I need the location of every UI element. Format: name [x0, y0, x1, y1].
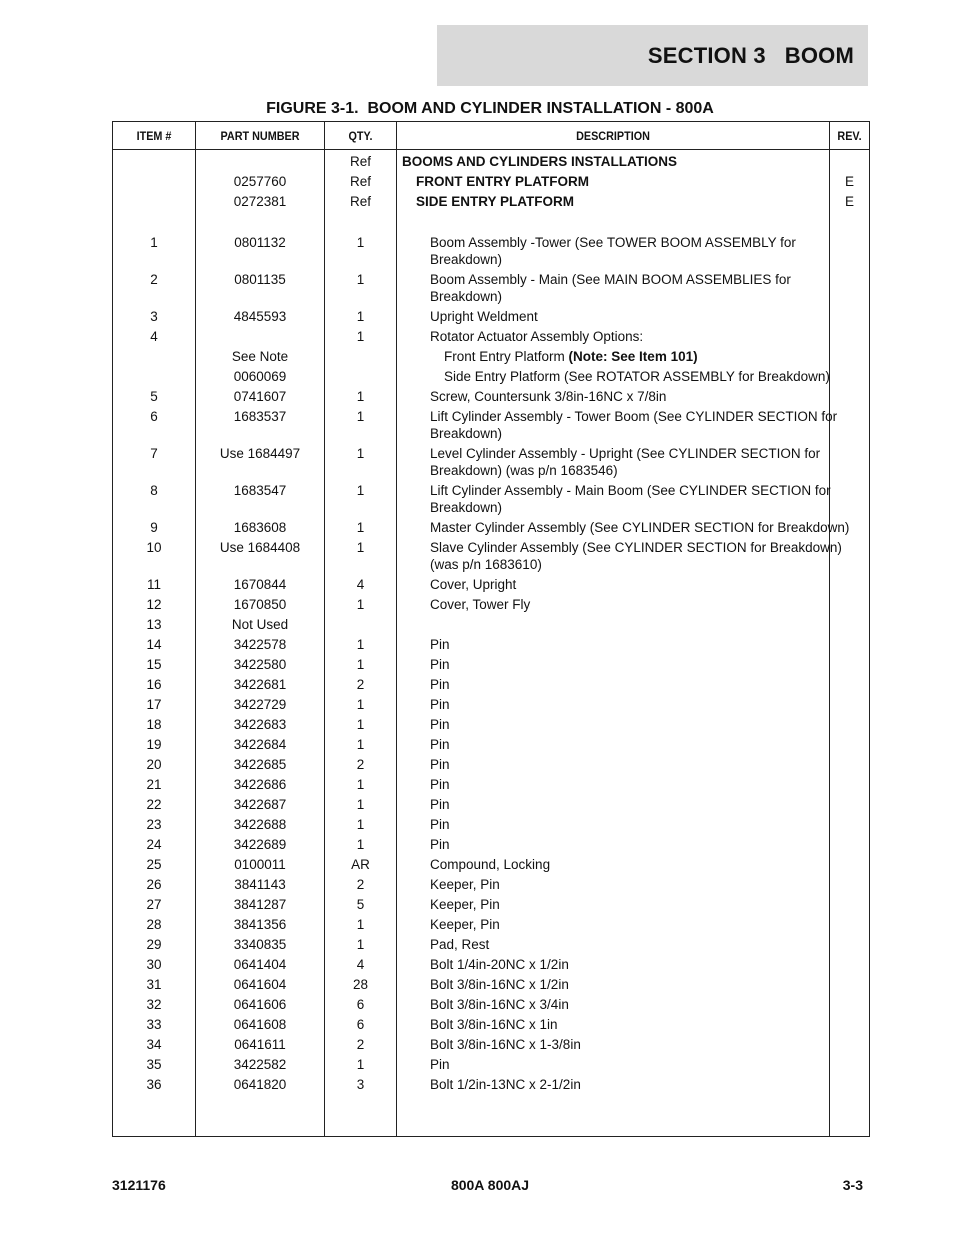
description-text: Bolt 1/2in-13NC x 2-1/2in	[430, 1077, 581, 1092]
cell-part-number: 3841143	[234, 877, 286, 892]
cell-description	[402, 1016, 855, 1033]
table-row	[113, 693, 869, 713]
table-row	[113, 593, 869, 613]
table-row	[113, 853, 869, 873]
description-text: Pad, Rest	[430, 937, 490, 952]
cell-item: 15	[146, 657, 162, 672]
table-body	[113, 150, 869, 1093]
description-text: BOOMS AND CYLINDERS INSTALLATIONS	[402, 154, 677, 169]
cell-part-number: 0272381	[233, 194, 287, 209]
cell-description	[402, 996, 855, 1013]
cell-qty: 4	[356, 577, 365, 592]
table-row	[113, 385, 869, 405]
figure-title: FIGURE 3-1. BOOM AND CYLINDER INSTALLATION - 800A	[266, 100, 714, 117]
table-row	[113, 170, 869, 190]
description-text: Bolt 3/8in-16NC x 1in	[430, 1017, 558, 1032]
cell-item: 24	[146, 837, 162, 852]
cell-description	[402, 576, 855, 593]
cell-qty: 1	[356, 446, 365, 461]
cell-description	[402, 153, 827, 170]
description-text: Pin	[430, 837, 450, 852]
cell-qty: 1	[356, 937, 365, 952]
cell-description	[402, 876, 855, 893]
cell-description	[402, 368, 869, 385]
cell-description	[402, 816, 855, 833]
cell-description	[402, 636, 855, 653]
cell-qty: 1	[356, 329, 365, 344]
cell-part-number: 0100011	[234, 857, 286, 872]
description-text: Keeper, Pin	[430, 877, 500, 892]
description-text: Bolt 3/8in-16NC x 1-3/8in	[430, 1037, 581, 1052]
cell-qty: Ref	[349, 194, 371, 209]
cell-item: 32	[146, 997, 162, 1012]
header-description: DESCRIPTION	[576, 128, 650, 143]
cell-qty: 1	[356, 837, 365, 852]
table-row	[113, 231, 869, 268]
description-text: Keeper, Pin	[430, 917, 500, 932]
cell-qty: 1	[356, 777, 365, 792]
cell-qty: Ref	[349, 154, 371, 169]
cell-qty: 1	[356, 409, 365, 424]
cell-description	[402, 976, 855, 993]
cell-description	[402, 736, 855, 753]
cell-description	[402, 716, 855, 733]
cell-qty: 1	[356, 717, 365, 732]
cell-part-number: 3422681	[233, 677, 287, 692]
table-row	[113, 150, 869, 170]
table-row	[113, 633, 869, 653]
cell-qty: 1	[356, 520, 365, 535]
description-text: Slave Cylinder Assembly (See CYLINDER SECTION for Breakdown) (was p/n 1683610)	[430, 540, 842, 572]
description-text: Rotator Actuator Assembly Options:	[430, 329, 644, 344]
description-text: FRONT ENTRY PLATFORM	[416, 174, 589, 189]
cell-item: 36	[146, 1077, 162, 1092]
cell-qty: 1	[356, 389, 365, 404]
cell-qty: 2	[356, 757, 365, 772]
header-item: ITEM #	[136, 128, 172, 143]
cell-part-number: 3422688	[233, 817, 287, 832]
cell-qty: 1	[356, 235, 365, 250]
cell-description	[402, 896, 855, 913]
cell-item: 29	[146, 937, 162, 952]
cell-part-number: 0641820	[233, 1077, 287, 1092]
cell-description	[402, 193, 841, 210]
section-title: SECTION 3 BOOM	[647, 42, 854, 68]
description-text: Screw, Countersunk 3/8in-16NC x 7/8in	[430, 389, 667, 404]
cell-description	[402, 616, 855, 633]
cell-part-number: 3422580	[233, 657, 287, 672]
cell-item: 27	[146, 897, 162, 912]
description-note: (Note: See Item 101)	[568, 349, 698, 364]
cell-part-number: Use 1684408	[219, 540, 301, 555]
cell-description	[402, 173, 841, 190]
cell-part-number: 3422683	[233, 717, 287, 732]
cell-item: 13	[146, 617, 162, 632]
cell-qty: AR	[351, 857, 370, 872]
table-row	[113, 893, 869, 913]
cell-description	[402, 348, 869, 365]
cell-description	[402, 1076, 855, 1093]
cell-part-number: 3422578	[233, 637, 287, 652]
description-text: Bolt 1/4in-20NC x 1/2in	[430, 957, 569, 972]
cell-qty: 1	[356, 737, 365, 752]
cell-qty: 6	[356, 997, 365, 1012]
cell-qty: 1	[356, 540, 365, 555]
cell-item: 26	[146, 877, 162, 892]
parts-table	[112, 121, 870, 1137]
footer-model: 800A 800AJ	[450, 1177, 530, 1193]
cell-part-number: 3422686	[233, 777, 287, 792]
table-row	[113, 442, 869, 479]
description-text: Boom Assembly -Tower (See TOWER BOOM ASSEMBLY for Breakdown)	[430, 235, 796, 267]
description-text: Boom Assembly - Main (See MAIN BOOM ASSEMBLIES for Breakdown)	[430, 272, 791, 304]
table-row	[113, 536, 869, 573]
description-text: Front Entry Platform	[444, 349, 569, 364]
table-row	[113, 753, 869, 773]
description-text: Pin	[430, 797, 450, 812]
cell-part-number: 0257760	[233, 174, 287, 189]
cell-rev: E	[844, 174, 854, 189]
table-row	[113, 673, 869, 693]
header-part-number: PART NUMBER	[220, 128, 300, 143]
cell-description	[402, 796, 855, 813]
table-row	[113, 913, 869, 933]
cell-qty: 1	[356, 309, 365, 324]
cell-item: 22	[146, 797, 162, 812]
footer-page-number: 3-3	[842, 1177, 863, 1193]
cell-qty: 1	[356, 797, 365, 812]
cell-qty: 1	[356, 483, 365, 498]
cell-item: 6	[150, 409, 158, 424]
cell-part-number: 1683547	[233, 483, 287, 498]
cell-description	[402, 539, 855, 573]
description-text: Cover, Tower Fly	[430, 597, 531, 612]
table-row	[113, 1073, 869, 1093]
cell-description	[402, 328, 855, 345]
cell-description	[402, 836, 855, 853]
description-text: Side Entry Platform (See ROTATOR ASSEMBLY for Breakdown)	[444, 369, 830, 384]
section-header	[437, 25, 868, 86]
description-text: Pin	[430, 637, 450, 652]
description-text: Pin	[430, 817, 450, 832]
cell-part-number: 0641611	[234, 1037, 286, 1052]
cell-part-number: 0641608	[233, 1017, 287, 1032]
cell-item: 9	[150, 520, 158, 535]
cell-item: 25	[146, 857, 162, 872]
description-text: Pin	[430, 677, 450, 692]
table-row	[113, 345, 869, 365]
cell-qty: 1	[356, 697, 365, 712]
cell-qty: 1	[356, 917, 365, 932]
cell-part-number: 3422689	[233, 837, 287, 852]
cell-item: 4	[150, 329, 158, 344]
table-row	[113, 325, 869, 345]
table-row	[113, 365, 869, 385]
cell-qty: Ref	[349, 174, 371, 189]
description-text: Compound, Locking	[430, 857, 551, 872]
cell-description	[402, 776, 855, 793]
table-row	[113, 516, 869, 536]
cell-item: 10	[146, 540, 162, 555]
table-row	[113, 733, 869, 753]
cell-part-number: 3422687	[233, 797, 287, 812]
cell-part-number: 1670844	[233, 577, 287, 592]
cell-qty: 1	[356, 637, 365, 652]
table-row	[113, 813, 869, 833]
description-text: Lift Cylinder Assembly - Tower Boom (See CYLINDER SECTION for Breakdown)	[430, 409, 838, 441]
cell-description	[402, 519, 855, 536]
cell-qty: 2	[356, 877, 365, 892]
cell-qty: 6	[356, 1017, 365, 1032]
cell-qty: 2	[356, 1037, 365, 1052]
cell-qty: 1	[356, 597, 365, 612]
cell-part-number: 3422685	[233, 757, 287, 772]
cell-item: 34	[146, 1037, 162, 1052]
description-text: Lift Cylinder Assembly - Main Boom (See CYLINDER SECTION for Breakdown)	[430, 483, 831, 515]
cell-description	[402, 408, 855, 442]
cell-item: 21	[146, 777, 162, 792]
cell-part-number: 4845593	[233, 309, 287, 324]
cell-part-number: 0641606	[233, 997, 287, 1012]
table-row	[113, 479, 869, 516]
table-row	[113, 713, 869, 733]
cell-item: 3	[150, 309, 158, 324]
cell-qty: 4	[356, 957, 365, 972]
table-row	[113, 268, 869, 305]
cell-description	[402, 936, 855, 953]
cell-description	[402, 308, 855, 325]
cell-qty: 1	[356, 657, 365, 672]
cell-item: 20	[146, 757, 162, 772]
description-text: Master Cylinder Assembly (See CYLINDER SECTION for Breakdown)	[430, 520, 850, 535]
table-row	[113, 993, 869, 1013]
description-text: Upright Weldment	[430, 309, 538, 324]
table-row	[113, 973, 869, 993]
cell-rev: E	[844, 194, 854, 209]
cell-item: 12	[146, 597, 162, 612]
cell-part-number: 1670850	[233, 597, 287, 612]
cell-item: 5	[150, 389, 158, 404]
cell-item: 28	[146, 917, 162, 932]
table-row	[113, 773, 869, 793]
table-row	[113, 573, 869, 593]
description-text: Cover, Upright	[430, 577, 517, 592]
description-text: Pin	[430, 697, 450, 712]
description-text: SIDE ENTRY PLATFORM	[416, 194, 575, 209]
cell-description	[402, 916, 855, 933]
cell-description	[402, 596, 855, 613]
table-row	[113, 613, 869, 633]
cell-part-number: 0060069	[233, 369, 287, 384]
cell-qty: 1	[356, 1057, 365, 1072]
cell-description	[402, 482, 855, 516]
description-text: Pin	[430, 717, 450, 732]
cell-item: 31	[146, 977, 162, 992]
table-row	[113, 1013, 869, 1033]
table-row	[113, 1033, 869, 1053]
cell-description	[402, 656, 855, 673]
cell-part-number: 3422684	[233, 737, 287, 752]
cell-description	[402, 388, 855, 405]
cell-qty: 2	[356, 677, 365, 692]
table-row	[113, 405, 869, 442]
cell-item: 33	[146, 1017, 162, 1032]
description-text: Pin	[430, 1057, 450, 1072]
cell-description	[402, 856, 855, 873]
cell-item: 17	[146, 697, 162, 712]
cell-part-number: 1683608	[233, 520, 287, 535]
cell-part-number: 0641604	[233, 977, 287, 992]
table-row	[113, 793, 869, 813]
cell-qty: 28	[352, 977, 369, 992]
cell-description	[402, 1036, 855, 1053]
cell-part-number: 3841356	[233, 917, 287, 932]
cell-item: 14	[146, 637, 162, 652]
description-text: Level Cylinder Assembly - Upright (See CYLINDER SECTION for Breakdown) (was p/n 1683546)	[430, 446, 821, 478]
cell-item: 19	[146, 737, 162, 752]
cell-description	[402, 756, 855, 773]
table-row	[113, 653, 869, 673]
cell-item: 30	[146, 957, 162, 972]
cell-item: 1	[150, 235, 158, 250]
cell-qty: 1	[356, 272, 365, 287]
table-row	[113, 933, 869, 953]
cell-part-number: See Note	[231, 349, 289, 364]
cell-description	[402, 445, 855, 479]
cell-description	[402, 676, 855, 693]
cell-description	[402, 234, 855, 268]
cell-description	[402, 271, 855, 305]
cell-description	[402, 956, 855, 973]
description-text: Keeper, Pin	[430, 897, 500, 912]
header-qty: QTY.	[348, 128, 373, 143]
cell-description	[402, 1056, 855, 1073]
table-row	[113, 305, 869, 325]
header-rev: REV.	[837, 128, 862, 143]
cell-part-number: 1683537	[233, 409, 287, 424]
description-text: Pin	[430, 757, 450, 772]
cell-item: 7	[150, 446, 158, 461]
cell-item: 18	[146, 717, 162, 732]
cell-part-number: Use 1684497	[219, 446, 301, 461]
cell-qty: 3	[356, 1077, 365, 1092]
table-row	[113, 873, 869, 893]
cell-part-number: 0641404	[233, 957, 287, 972]
cell-part-number: Not Used	[231, 617, 289, 632]
cell-part-number: 3841287	[233, 897, 287, 912]
description-text: Pin	[430, 737, 450, 752]
cell-item: 35	[146, 1057, 162, 1072]
cell-part-number: 3340835	[233, 937, 287, 952]
cell-part-number: 0741607	[233, 389, 287, 404]
table-row	[113, 1053, 869, 1073]
table-spacer-row	[113, 210, 869, 231]
cell-item: 8	[150, 483, 158, 498]
cell-part-number: 3422729	[233, 697, 287, 712]
table-row	[113, 833, 869, 853]
cell-part-number: 0801135	[234, 272, 286, 287]
table-row	[113, 190, 869, 210]
cell-qty: 5	[356, 897, 365, 912]
description-text: Pin	[430, 657, 450, 672]
description-text: Bolt 3/8in-16NC x 1/2in	[430, 977, 569, 992]
cell-part-number: 3422582	[233, 1057, 287, 1072]
cell-qty: 1	[356, 817, 365, 832]
cell-item: 23	[146, 817, 162, 832]
footer-doc-number: 3121176	[112, 1177, 166, 1193]
description-text: Bolt 3/8in-16NC x 3/4in	[430, 997, 569, 1012]
table-row	[113, 953, 869, 973]
cell-item: 11	[146, 577, 161, 592]
cell-item: 2	[150, 272, 158, 287]
description-text: Pin	[430, 777, 450, 792]
cell-item: 16	[146, 677, 162, 692]
cell-part-number: 0801132	[234, 235, 286, 250]
cell-description	[402, 696, 855, 713]
